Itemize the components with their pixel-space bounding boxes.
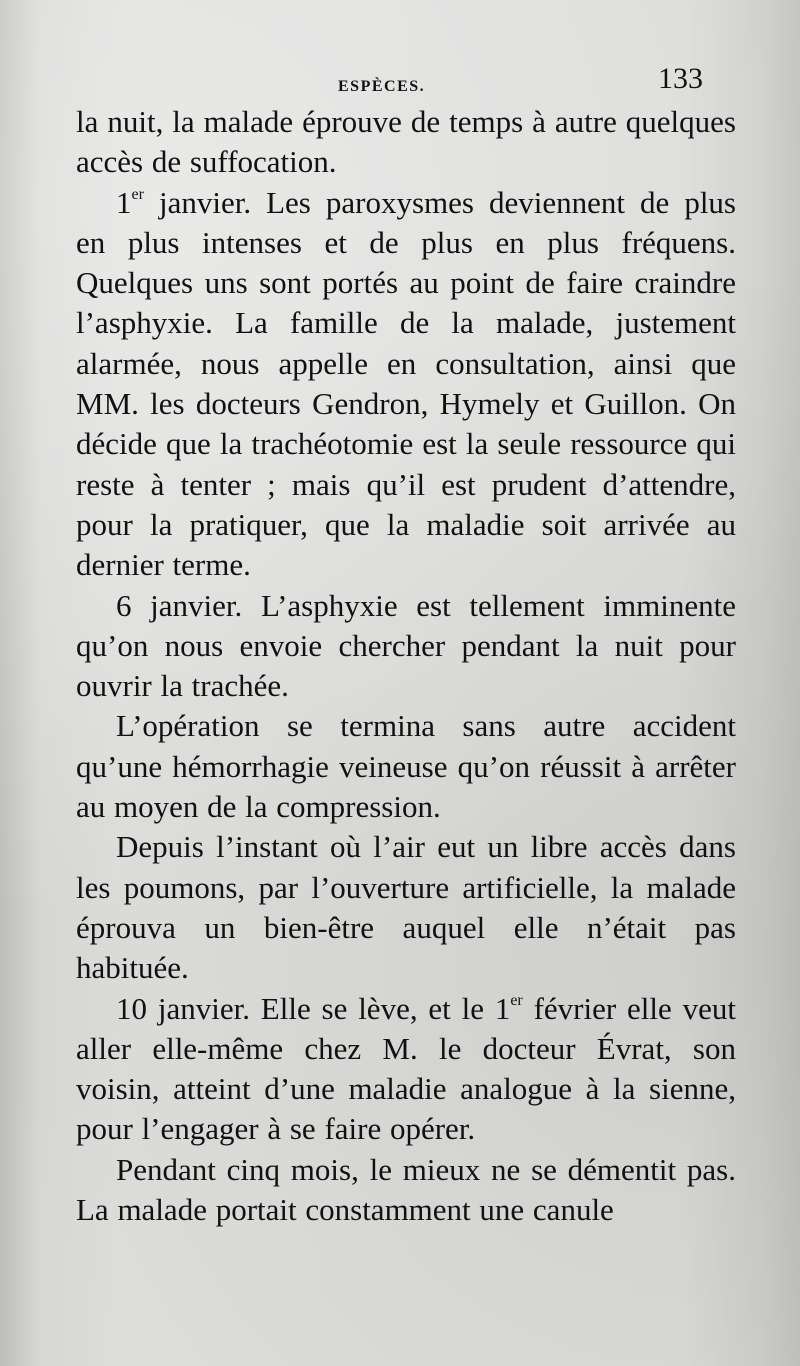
- paragraph: L’opération se termina sans autre accident qu’une hémorrhagie veineuse qu’on réussit à arrêter au moyen de la compression.: [76, 708, 736, 825]
- paragraph-text: janvier. Les paroxysmes deviennent de plus en plus intenses et de plus en plus fréquens. Quelques uns sont portés au point de faire craindre l’asphyxie. La famille de la malade, justement alarmée, nous appelle en consultation, ainsi que MM. les docteurs Gendron, Hymely et Guillon. On décide que la trachéotomie est la seule ressource qui reste à tenter ; mais qu’il est prudent d’attendre, pour la pratiquer, que la maladie soit arrivée au dernier terme.: [76, 184, 736, 583]
- paragraph-text: 10 janvier. Elle se lève, et le 1: [116, 990, 511, 1026]
- paragraph: la nuit, la malade éprouve de temps à autre quelques accès de suffocation.: [76, 104, 736, 180]
- page-number: 133: [658, 62, 703, 95]
- body-text: [76, 102, 736, 1230]
- paragraph: Depuis l’instant où l’air eut un libre accès dans les poumons, par l’ouverture artificielle, la malade éprouva un bien-être auquel elle n’était pas habituée.: [76, 829, 736, 986]
- paragraph: Pendant cinq mois, le mieux ne se démentit pas. La malade portait constamment une canule: [76, 1151, 736, 1228]
- running-head: ESPÈCES.: [338, 78, 426, 95]
- paragraph-text: février elle veut aller elle-même chez M. le docteur Évrat, son voisin, atteint d’une maladie analogue à la sienne, pour l’engager à se faire opérer.: [76, 990, 736, 1147]
- ordinal-superscript: er: [131, 185, 144, 203]
- paragraph: [76, 183, 736, 586]
- date-day: 1: [116, 184, 132, 220]
- ordinal-superscript: er: [510, 991, 523, 1009]
- paragraph: 6 janvier. L’asphyxie est tellement imminente qu’on nous envoie chercher pendant la nuit pour ouvrir la trachée.: [76, 587, 736, 704]
- page-header: [0, 62, 800, 102]
- paragraph: [76, 989, 736, 1150]
